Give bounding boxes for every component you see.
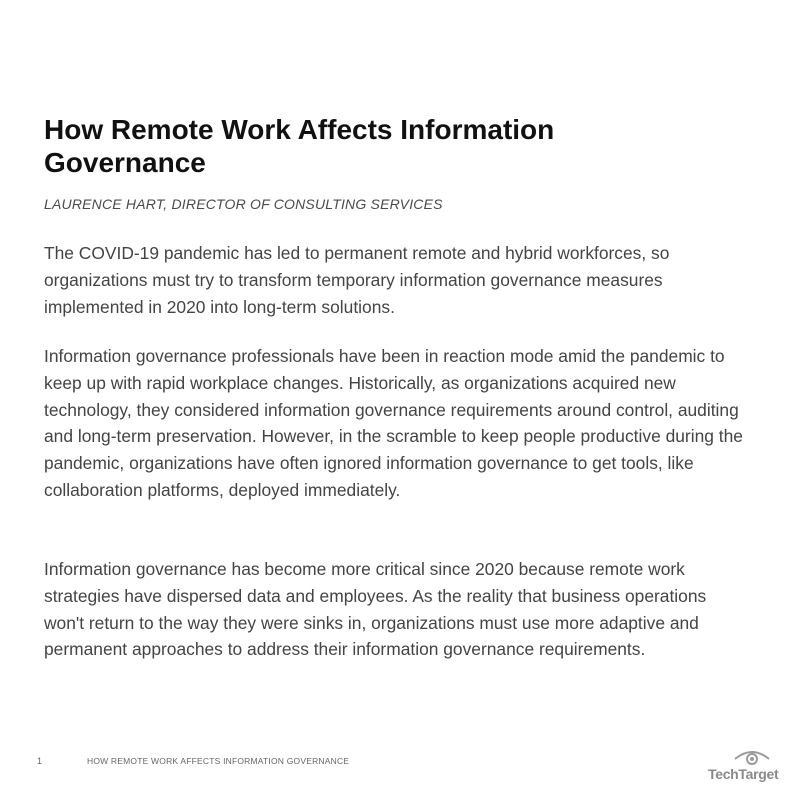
paragraph: Information governance has become more critical since 2020 because remote work strategies have dispersed data and employees. As the reality that business operations won't return to the way they were sinks in, organizations must use more adaptive and permanent approaches to address their information governance requirements. xyxy=(44,559,707,660)
footer-page-number: 1 xyxy=(37,756,43,766)
eye-icon xyxy=(732,748,772,766)
footer-running-title: HOW REMOTE WORK AFFECTS INFORMATION GOVERNANCE xyxy=(87,756,350,766)
paragraph: Information governance professionals have been in reaction mode amid the pandemic to keep up with rapid workplace changes. Historically, as organizations acquired new technology, they considered information governance requirements around control, auditing and long-term preservation. However, in the scramble to keep people productive during the pandemic, organizations have often ignored information governance to get tools, like collaboration platforms, deployed immediately. xyxy=(44,346,743,500)
logo-text: TechTarget xyxy=(708,766,779,782)
page-title: How Remote Work Affects Information Governance xyxy=(44,114,555,178)
author-byline: LAURENCE HART, DIRECTOR OF CONSULTING SERVICES xyxy=(44,196,443,212)
techtarget-logo xyxy=(706,748,779,784)
paragraph: The COVID-19 pandemic has led to permanent remote and hybrid workforces, so organizations must try to transform temporary information governance measures implemented in 2020 into long-term solutions. xyxy=(44,243,670,317)
